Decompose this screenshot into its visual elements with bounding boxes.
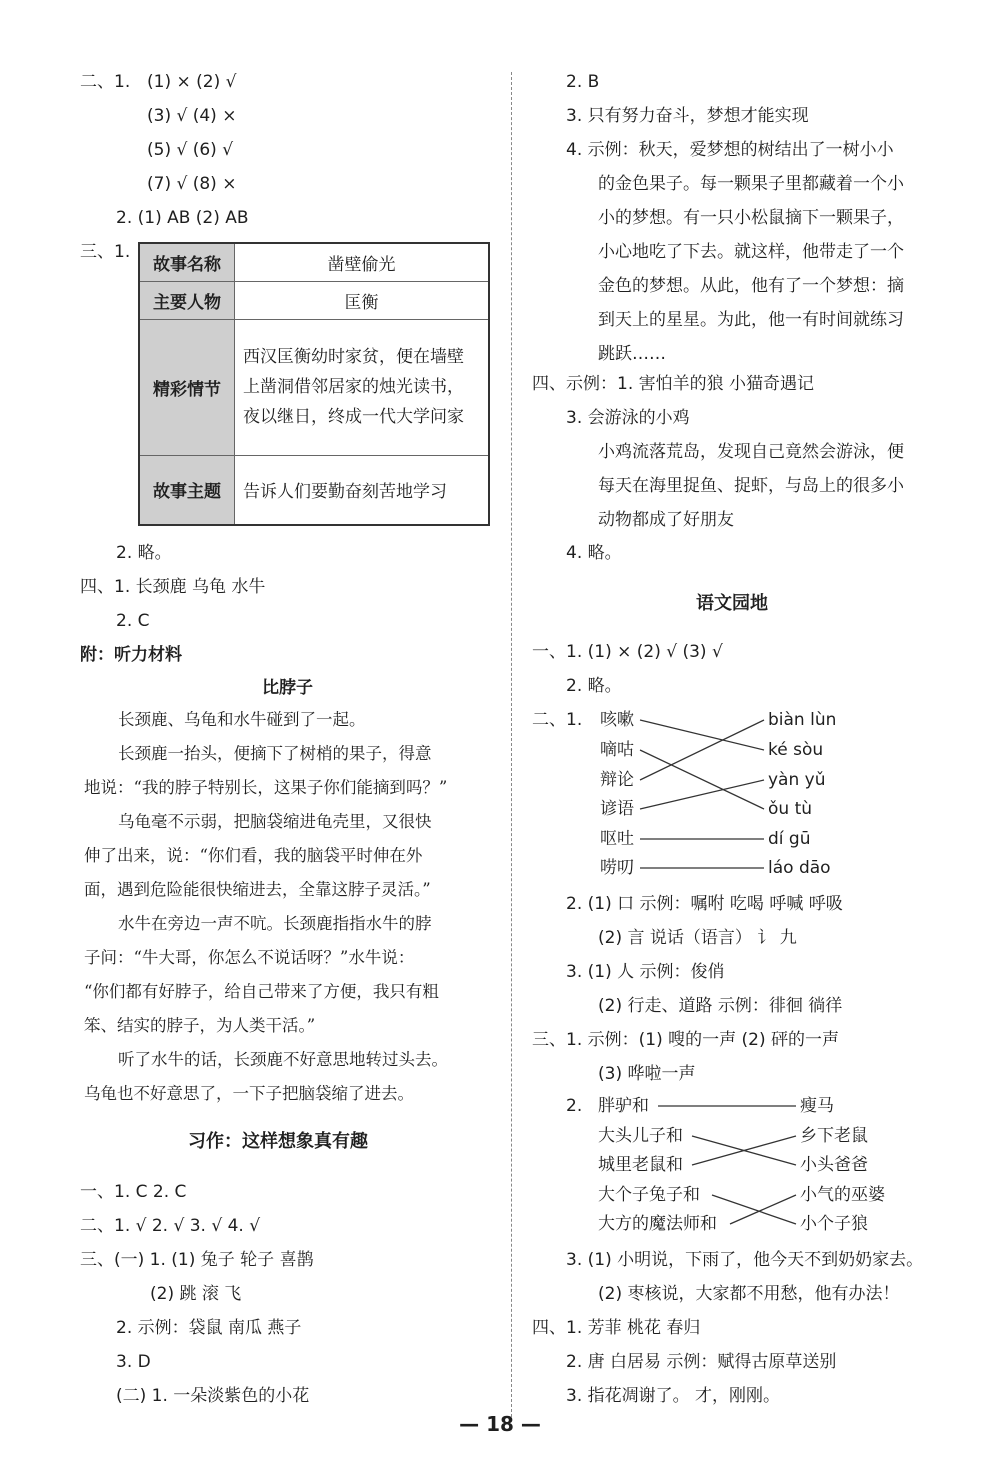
- answer-row: 2. B: [566, 72, 600, 92]
- section-3-label: 三、1.: [80, 242, 131, 262]
- answer-row: 3. 指花凋谢了。 才，刚刚。: [566, 1386, 781, 1406]
- story-line: 笨、结实的脖子，为人类干活。”: [84, 1016, 316, 1035]
- answer-row: (2) 行走、道路 示例：徘徊 徜徉: [598, 996, 843, 1016]
- match-left-item: 谚语: [600, 799, 634, 819]
- story-line: 长颈鹿、乌龟和水牛碰到了一起。: [118, 710, 366, 729]
- story-table: [138, 242, 490, 526]
- story-line: 子问：“牛大哥，你怎么不说话呀？”水牛说：: [84, 948, 415, 967]
- answer-row: (7) √ (8) ×: [147, 174, 237, 194]
- match-right-item: dí gū: [768, 829, 811, 849]
- match-right-item: 小个子狼: [800, 1214, 868, 1234]
- match-right-item: ǒu tù: [768, 799, 813, 819]
- match-left-item: 咳嗽: [600, 710, 634, 730]
- match-left-item: 城里老鼠和: [598, 1155, 683, 1175]
- answer-row: 动物都成了好朋友: [598, 510, 734, 530]
- answer-row: 3. D: [116, 1352, 151, 1372]
- answer-row: 3. (1) 人 示例：俊俏: [566, 962, 725, 982]
- story-title: 比脖子: [262, 678, 313, 698]
- story-line: 面，遇到危险能很快缩进去，全靠这脖子灵活。”: [84, 880, 431, 899]
- answer-row: 2. (1) 口 示例：嘱咐 吃喝 呼喊 呼吸: [566, 894, 843, 914]
- story-line: 地说：“我的脖子特别长，这果子你们能摘到吗？”: [84, 778, 448, 797]
- answer-row: 金色的梦想。从此，他有了一个梦想：摘: [598, 276, 904, 296]
- section-label: 二、1.: [532, 710, 583, 730]
- appendix-label: 附：听力材料: [80, 645, 182, 665]
- table-header-cell: 主要人物: [139, 281, 235, 319]
- answer-row: (3) √ (4) ×: [147, 106, 237, 126]
- match-right-item: 瘦马: [800, 1096, 834, 1116]
- story-line: 听了水牛的话，长颈鹿不好意思地转过头去。: [118, 1050, 448, 1069]
- answer-row: 四、1. 芳菲 桃花 春归: [532, 1318, 701, 1338]
- story-line: 长颈鹿一抬头，便摘下了树梢的果子，得意: [118, 744, 432, 763]
- answer-row: 2. 略。: [566, 676, 622, 696]
- match-right-item: yàn yǔ: [768, 770, 826, 790]
- match-line: [640, 750, 764, 809]
- answer-row: 2. 唐 白居易 示例：赋得古原草送别: [566, 1352, 837, 1372]
- answer-row: (二) 1. 一朵淡紫色的小花: [116, 1386, 310, 1406]
- table-header-cell: 故事主题: [139, 455, 235, 525]
- match-right-item: 小头爸爸: [800, 1155, 868, 1175]
- answer-row: 到天上的星星。为此，他一有时间就练习: [598, 310, 904, 330]
- answer-row: 3. 会游泳的小鸡: [566, 408, 690, 428]
- answer-row: 4. 示例：秋天，爱梦想的树结出了一树小小: [566, 140, 894, 160]
- section-2-label: 二、1.: [80, 72, 131, 92]
- story-line: “你们都有好脖子，给自己带来了方便，我只有粗: [84, 982, 439, 1001]
- match-left-item: 大方的魔法师和: [598, 1214, 717, 1234]
- match-line: [730, 1195, 796, 1224]
- match-line: [692, 1136, 796, 1165]
- garden-title: 语文园地: [696, 593, 768, 614]
- answer-row: 的金色果子。每一颗果子里都藏着一个小: [598, 174, 904, 194]
- answer-row: 2. (1) AB (2) AB: [116, 208, 249, 228]
- match-line: [712, 1195, 796, 1224]
- answer-row: 一、1. (1) × (2) √ (3) √: [532, 642, 723, 662]
- table-cell: 凿壁偷光: [235, 243, 490, 281]
- match-line: [692, 1136, 796, 1165]
- answer-row: 一、1. C 2. C: [80, 1182, 187, 1202]
- answer-row: 三、1. 示例：(1) 嗖的一声 (2) 砰的一声: [532, 1030, 839, 1050]
- match-left-item: 胖驴和: [598, 1096, 649, 1116]
- answer-row: (3) 哗啦一声: [598, 1064, 696, 1084]
- story-line: 水牛在旁边一声不吭。长颈鹿指指水牛的脖: [118, 914, 432, 933]
- answer-row: 2. C: [116, 611, 150, 631]
- match-right-item: biàn lùn: [768, 710, 837, 730]
- match-right-item: 乡下老鼠: [800, 1126, 868, 1146]
- match-right-item: ké sòu: [768, 740, 824, 760]
- answer-row: 3. 只有努力奋斗，梦想才能实现: [566, 106, 809, 126]
- match-right-item: láo dāo: [768, 858, 831, 878]
- answer-row: 二、1. √ 2. √ 3. √ 4. √: [80, 1216, 261, 1236]
- match-line: [640, 720, 764, 780]
- answer-row: 3. (1) 小明说，下雨了，他今天不到奶奶家去。: [566, 1250, 924, 1270]
- table-header-cell: 故事名称: [139, 243, 235, 281]
- column-divider: [511, 72, 512, 1417]
- match-right-item: 小气的巫婆: [800, 1185, 885, 1205]
- answer-row: (2) 枣核说，大家都不用愁，他有办法！: [598, 1284, 900, 1304]
- answer-row: 小鸡流落荒岛，发现自己竟然会游泳，便: [598, 442, 904, 462]
- answer-row: 小心地吃了下去。就这样，他带走了一个: [598, 242, 904, 262]
- section-label: 2.: [566, 1096, 583, 1116]
- match-left-item: 大个子兔子和: [598, 1185, 700, 1205]
- answer-row: (2) 言 说话（语言） 讠 九: [598, 928, 797, 948]
- table-cell: 匡衡: [235, 281, 490, 319]
- answer-row: 小的梦想。有一只小松鼠摘下一颗果子，: [598, 208, 904, 228]
- answer-row: 四、1. 长颈鹿 乌龟 水牛: [80, 577, 266, 597]
- match-line: [640, 720, 764, 750]
- answer-row: (1) × (2) √: [147, 72, 237, 92]
- answer-row: (5) √ (6) √: [147, 140, 234, 160]
- page-number: — 18 —: [459, 1412, 541, 1436]
- match-left-item: 呕吐: [600, 829, 634, 849]
- answer-row: (2) 跳 滚 飞: [150, 1284, 242, 1304]
- table-cell: 西汉匡衡幼时家贫，便在墙壁上凿洞借邻居家的烛光读书，夜以继日，终成一代大学问家: [235, 319, 490, 455]
- story-line: 乌龟毫不示弱，把脑袋缩进龟壳里，又很快: [118, 812, 432, 831]
- answer-row: 2. 略。: [116, 543, 172, 563]
- match-left-item: 辩论: [600, 770, 634, 790]
- table-header-cell: 精彩情节: [139, 319, 235, 455]
- match-left-item: 大头儿子和: [598, 1126, 683, 1146]
- answer-row: 2. 示例：袋鼠 南瓜 燕子: [116, 1318, 302, 1338]
- writing-title: 习作：这样想象真有趣: [188, 1131, 368, 1152]
- answer-row: 4. 略。: [566, 543, 622, 563]
- answer-row: 四、示例：1. 害怕羊的狼 小猫奇遇记: [532, 374, 815, 394]
- match-left-item: 唠叨: [600, 858, 634, 878]
- match-line: [640, 780, 764, 809]
- match-left-item: 嘀咕: [600, 740, 634, 760]
- answer-row: 每天在海里捉鱼、捉虾，与岛上的很多小: [598, 476, 904, 496]
- answer-row: 三、(一) 1. (1) 兔子 轮子 喜鹊: [80, 1250, 314, 1270]
- table-cell: 告诉人们要勤奋刻苦地学习: [235, 455, 490, 525]
- story-line: 伸了出来，说：“你们看，我的脑袋平时伸在外: [84, 846, 423, 865]
- story-line: 乌龟也不好意思了，一下子把脑袋缩了进去。: [84, 1084, 414, 1103]
- answer-row: 跳跃……: [598, 344, 666, 364]
